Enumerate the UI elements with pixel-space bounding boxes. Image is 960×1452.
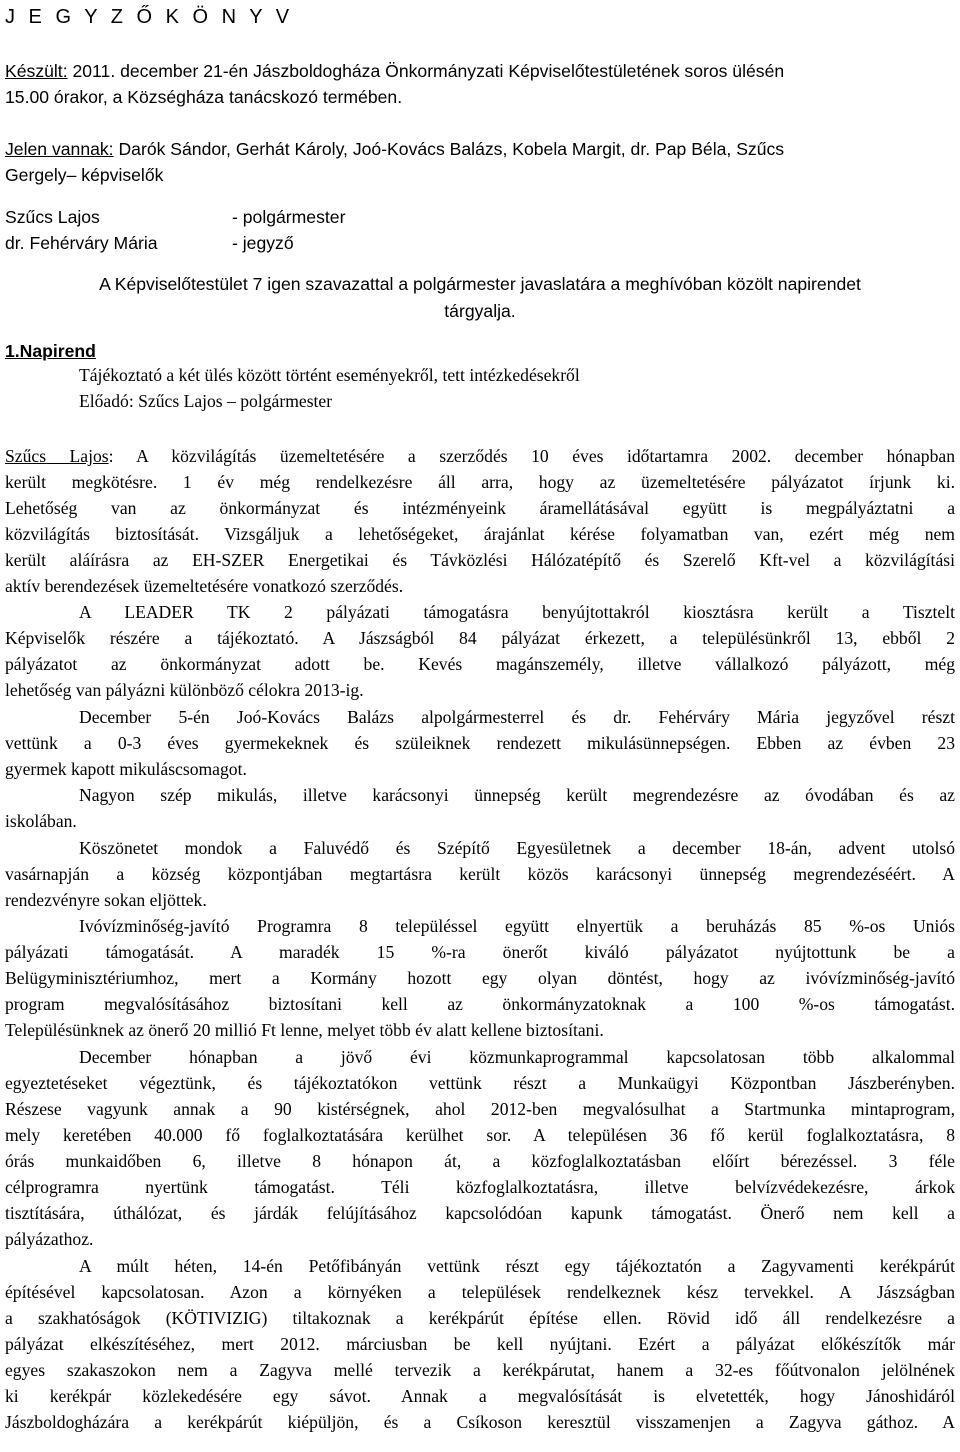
body-line: pályázat elkészítéséhez, mert 2012. márciusban be kell nyújtani. Ezért a pályázat előkészítők már — [5, 1334, 955, 1354]
jelen-text-1: Darók Sándor, Gerhát Károly, Joó-Kovács Balázs, Kobela Margit, dr. Pap Béla, Szűcs — [113, 139, 785, 159]
body-line: iskolában. — [5, 811, 77, 831]
keszult-line-2: 15.00 órakor, a Községháza tanácskozó termében. — [5, 87, 403, 107]
official-row — [5, 206, 955, 228]
body-line: Szűcs Lajos: A közvilágítás üzemeltetésére a szerződés 10 éves időtartamra 2002. december hónapban — [5, 446, 955, 466]
body-line: aktív berendezések üzemeltetésére vonatkozó szerződés. — [5, 576, 404, 596]
body-line: vasárnapján a község központjában megtartásra került közös karácsonyi ünnepség megrendezéséért. A — [5, 864, 955, 884]
body-line: ki kerékpár közlekedésére egy sávot. Annak a megvalósítását is elvetették, hogy Jánoshidáról — [5, 1386, 955, 1406]
keszult-line-1 — [5, 60, 955, 82]
body-line: lehetőség van pályázni különböző célokra 2013-ig. — [5, 680, 364, 700]
keszult-label: Készült: — [5, 61, 68, 81]
body-line: Ivóvízminőség-javító Programra 8 településsel együtt elnyertük a beruházás 85 %-os Uniós — [79, 916, 955, 936]
body-line: December 5-én Joó-Kovács Balázs alpolgármesterrel és dr. Fehérváry Mária jegyzővel részt — [79, 707, 955, 727]
body-line: Nagyon szép mikulás, illetve karácsonyi ünnepség került megrendezésre az óvodában és az — [79, 785, 955, 805]
body-line: pályázathoz. — [5, 1229, 94, 1249]
napirend-presenter: Előadó: Szűcs Lajos – polgármester — [79, 391, 333, 411]
body-line: órás munkaidőben 6, illetve 8 hónapon át, a közfoglalkoztatásban előírt bérezéssel. 3 féle — [5, 1151, 955, 1171]
keszult-text-1: 2011. december 21-én Jászboldogháza Önkormányzati Képviselőtestületének soros ülésén — [67, 61, 785, 81]
body-line: egyeztetéseket végeztünk, és tájékoztatókon vettünk részt a Munkaügyi Központban Jászberényben. — [5, 1073, 955, 1093]
body-line: célprogramra nyertünk támogatást. Téli közfoglalkoztatásra, illetve belvízvédekezésre, árkok — [5, 1177, 955, 1197]
body-line: Jászboldogházára a kerékpárút kiépüljön, és a Csíkoson keresztül visszamenjen a Zagyva gáthoz. A — [5, 1412, 955, 1432]
body-line: Lehetőség van az önkormányzat és intézményeink áramellátásával együtt is megpályáztatni a — [5, 498, 955, 518]
official-name: Szűcs Lajos — [5, 207, 100, 227]
body-line: tisztítására, úthálózat, és járdák felújításához kapcsolódóan kapunk támogatást. Önerő nem kell a — [5, 1203, 955, 1223]
body-line: építésével kapcsolatosan. Azon a környéken a települések rendelkeznek kész tervekkel. A Jászságban — [5, 1282, 955, 1302]
jelen-label: Jelen vannak: — [5, 139, 114, 159]
body-line: került aláírásra az EH-SZER Energetikai és Távközlési Hálózatépítő és Szerelő Kft-vel a közvilágítási — [5, 550, 955, 570]
body-line: egyes szakaszokon nem a Zagyva mellé tervezik a kerékpárutat, hanem a 32-es főútvonalon jelölnének — [5, 1360, 955, 1380]
document-title: J E G Y Z Ő K Ö N Y V — [5, 6, 294, 28]
body-line: a szakhatóságok (KÖTIVIZIG) tiltakoznak a kerékpárút építése ellen. Rövid idő áll rendelkezésre a — [5, 1308, 955, 1328]
body-line: Köszönetet mondok a Faluvédő és Szépítő Egyesületnek a december 18-án, advent utolsó — [79, 838, 955, 858]
napirend-heading: 1.Napirend — [5, 341, 96, 361]
body-line: Képviselők részére a tájékoztató. A Jászságból 84 pályázat érkezett, a településünkről 13, ebből 2 — [5, 628, 955, 648]
body-line: Településünknek az önerő 20 millió Ft lenne, melyet több év alatt kellene biztosítani. — [5, 1020, 604, 1040]
body-line: került megkötésre. 1 év még rendelkezésre áll arra, hogy az üzemeltetésére pályázatot írjunk ki. — [5, 472, 955, 492]
body-line: vettünk a 0-3 éves gyermekeknek és szüleiknek rendezett mikulásünnepségen. Ebben az évben 23 — [5, 733, 955, 753]
napirend-topic: Tájékoztató a két ülés között történt eseményekről, tett intézkedésekről — [79, 365, 580, 385]
agenda-vote-line-2: tárgyalja. — [444, 301, 516, 321]
speaker-name: Szűcs Lajos — [5, 446, 109, 466]
body-line: pályázatot az önkormányzat adott be. Kevés magánszemély, illetve vállalkozó pályázott, még — [5, 654, 955, 674]
official-role: - jegyző — [232, 233, 294, 253]
body-line: Részese vagyunk annak a 90 kistérségnek, ahol 2012-ben megvalósulhat a Startmunka mintaprogram, — [5, 1099, 955, 1119]
agenda-vote-line-1: A Képviselőtestület 7 igen szavazattal a polgármester javaslatára a meghívóban közölt napirendet — [99, 274, 861, 294]
jelen-line-2: Gergely– képviselők — [5, 165, 164, 185]
body-line: December hónapban a jövő évi közmunkaprogrammal kapcsolatosan több alkalommal — [79, 1047, 955, 1067]
body-line: mely keretében 40.000 fő foglalkoztatására kerülhet sor. A településen 36 fő kerül foglalkoztatásra, 8 — [5, 1125, 955, 1145]
jelen-line-1 — [5, 138, 955, 160]
body-line: program megvalósításához biztosítani kell az önkormányzatoknak a 100 %-os támogatást. — [5, 994, 955, 1014]
body-line: gyermek kapott mikuláscsomagot. — [5, 759, 247, 779]
body-line: rendezvényre sokan eljöttek. — [5, 890, 207, 910]
body-line: Belügyminisztériumhoz, mert a Kormány hozott egy olyan döntést, hogy az ivóvízminőség-javító — [5, 968, 955, 988]
official-name: dr. Fehérváry Mária — [5, 233, 158, 253]
body-line: A múlt héten, 14-én Petőfibányán vettünk részt egy tájékoztatón a Zagyvamenti kerékpárút — [79, 1256, 955, 1276]
body-line: közvilágítás biztosítását. Vizsgáljuk a lehetőségeket, árajánlat kérése folyamatban van, ezért még nem — [5, 524, 955, 544]
official-role: - polgármester — [232, 207, 346, 227]
body-line: A LEADER TK 2 pályázati támogatásra benyújtottakról kiosztásra került a Tisztelt — [79, 602, 955, 622]
body-line: pályázati támogatását. A maradék 15 %-ra önerőt kiváló pályázatot nyújtottunk be a — [5, 942, 955, 962]
official-row — [5, 232, 955, 254]
